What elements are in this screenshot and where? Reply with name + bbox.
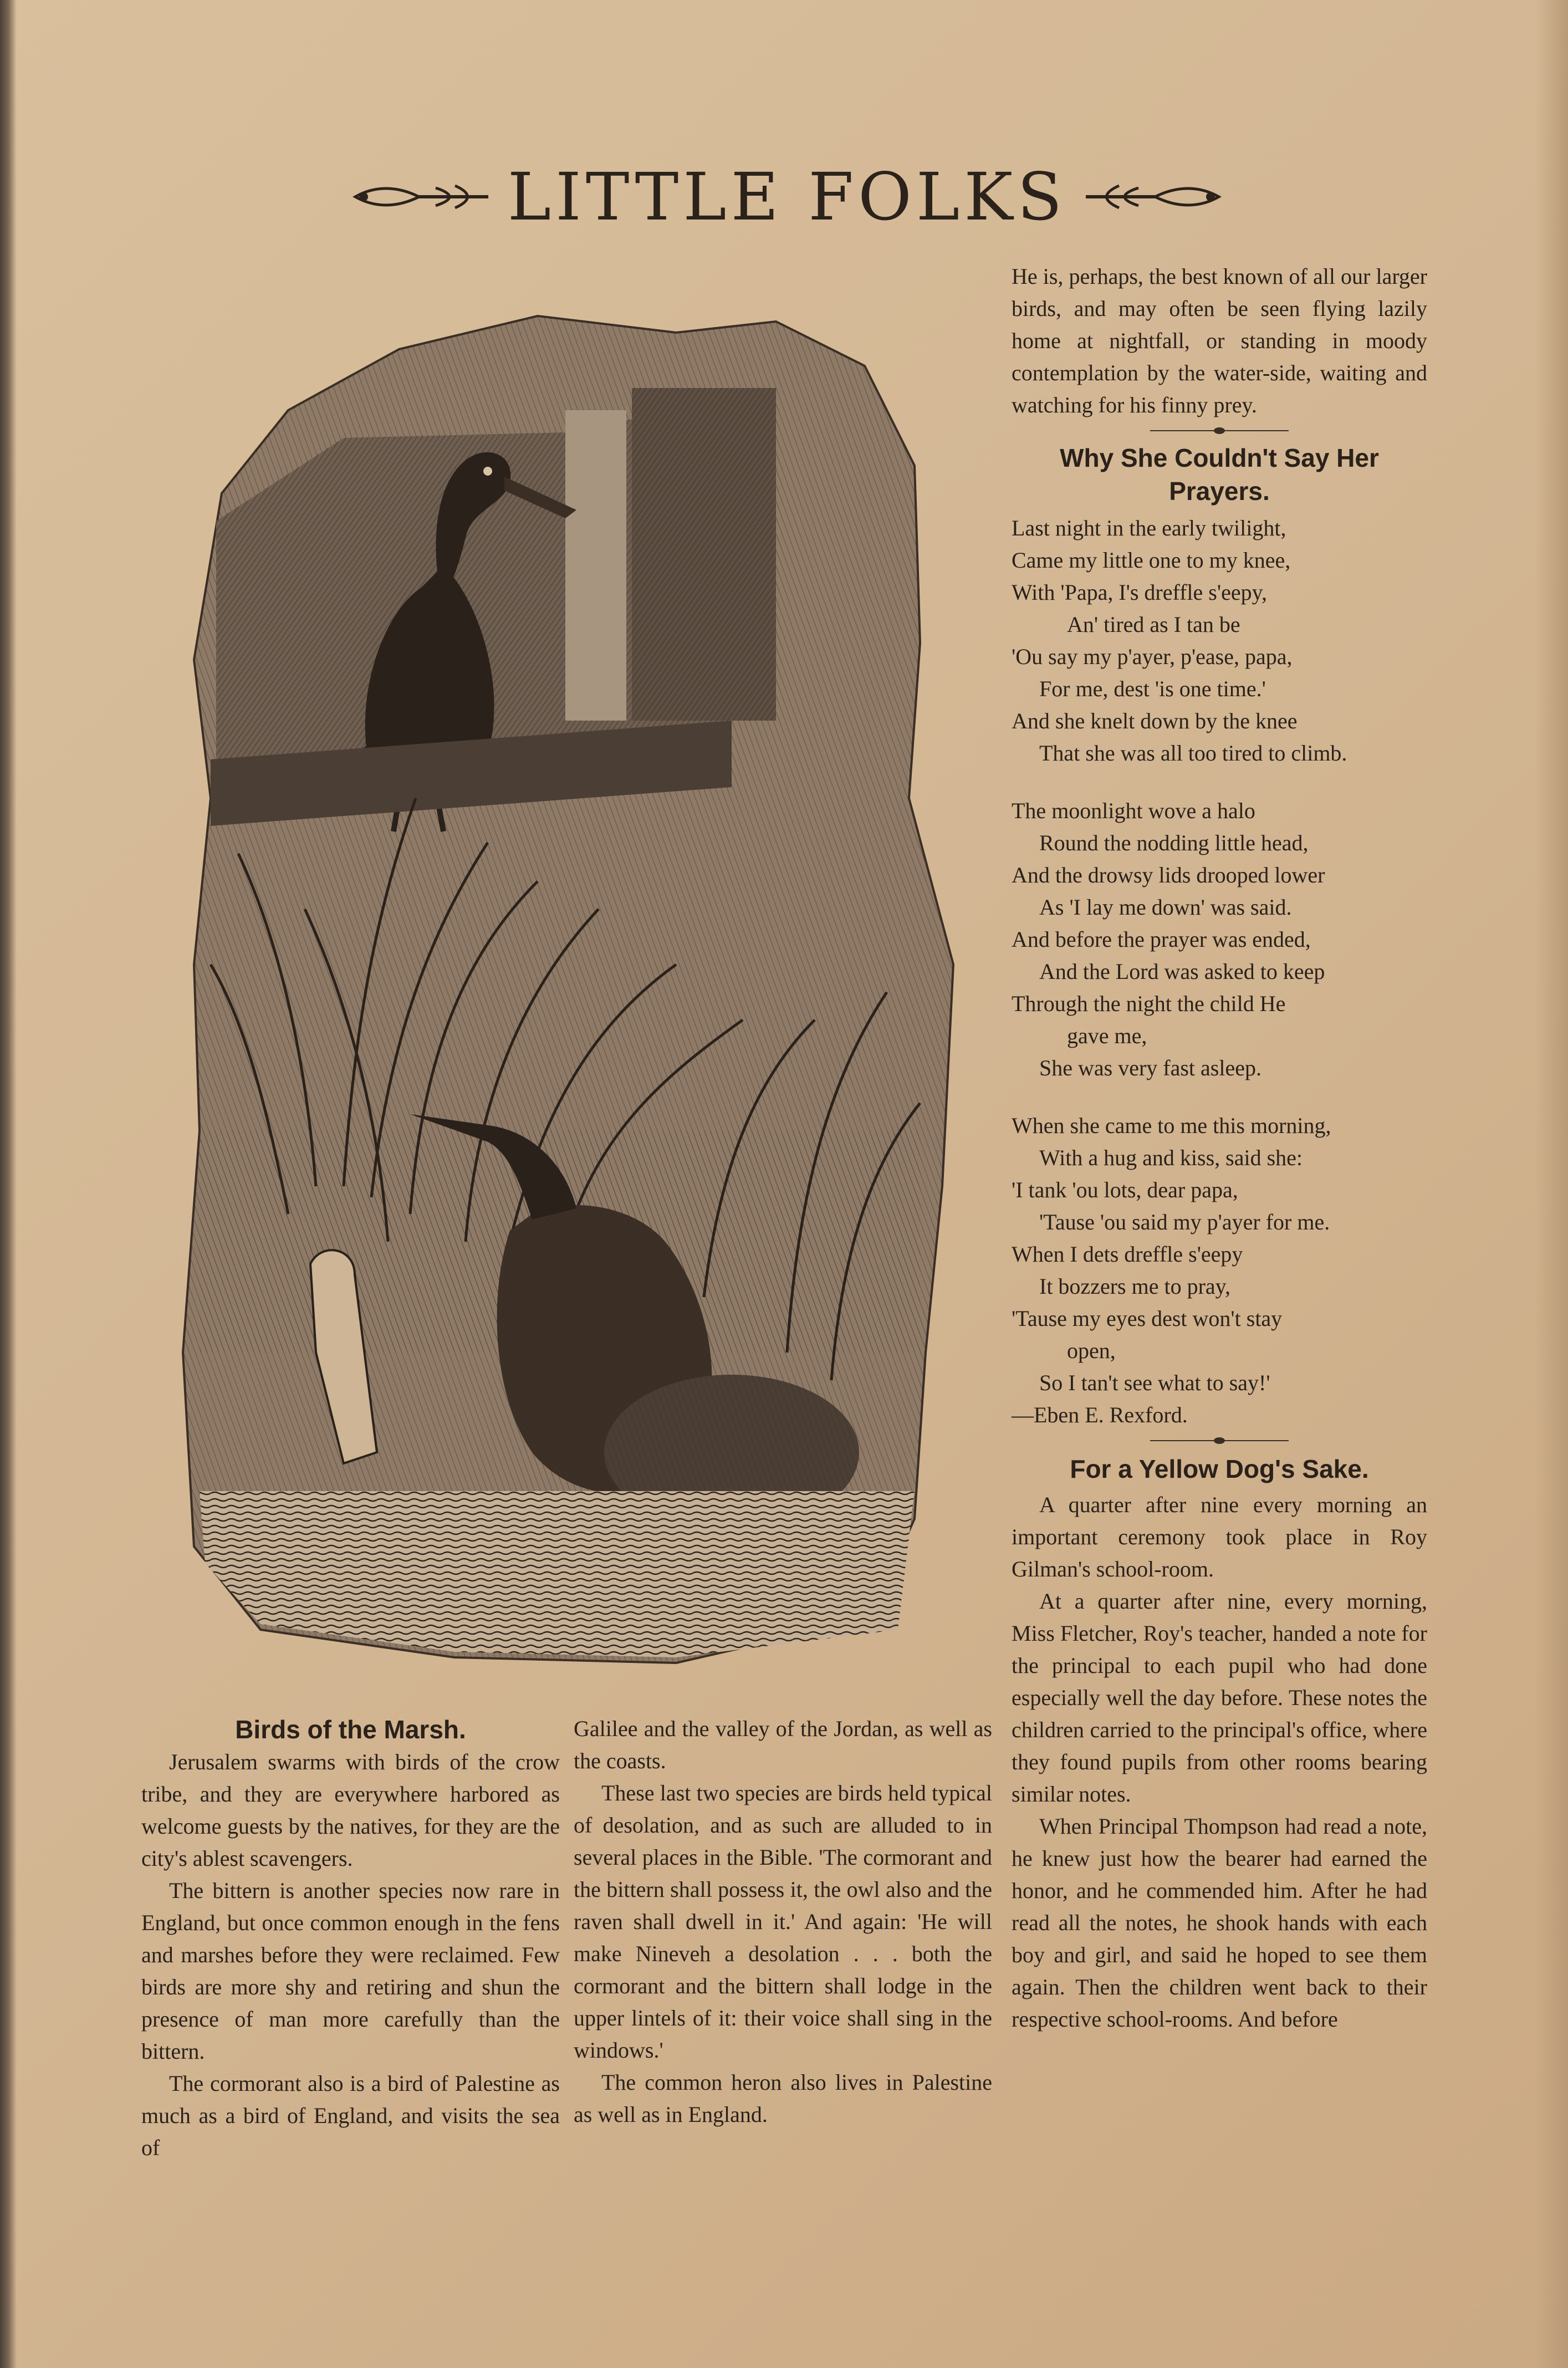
birds-paragraph: The common heron also lives in Palestine as well as in England. <box>574 2070 992 2127</box>
column-left <box>141 1713 560 2164</box>
poem-line: When I dets dreffle s'eepy <box>1012 1242 1243 1267</box>
birds-heading: Birds of the Marsh. <box>235 1715 466 1744</box>
dog-heading: For a Yellow Dog's Sake. <box>1070 1455 1369 1483</box>
poem-line: When she came to me this morning, <box>1012 1113 1331 1138</box>
poem-line: And the Lord was asked to keep <box>1039 959 1325 984</box>
poem-line: And the drowsy lids drooped lower <box>1012 863 1325 887</box>
poem-heading: Why She Couldn't Say Her Prayers. <box>1060 443 1379 506</box>
poem-line: It bozzers me to pray, <box>1039 1274 1231 1299</box>
poem-line: The moonlight wove a halo <box>1012 798 1255 823</box>
dog-paragraph: When Principal Thompson had read a note, he knew just how the bearer had earned the honor, and he commended him. After he had read all the notes, he shook hands with each boy and girl, and said he hoped to see them again. Then the children went back to their respective school-rooms. And before <box>1012 1814 1427 2032</box>
poem-line: Round the nodding little head, <box>1039 830 1309 855</box>
section-divider <box>1150 427 1289 435</box>
birds-paragraph: The bittern is another species now rare in England, but once common enough in the fens and marshes before they were reclaimed. Few birds are more shy and retiring and shun the presence of man more carefully than the bittern. <box>141 1878 560 2064</box>
dog-paragraph: A quarter after nine every morning an important ceremony took place in Roy Gilman's school-room. <box>1012 1492 1427 1581</box>
poem-line: That she was all too tired to climb. <box>1039 741 1347 765</box>
poem-line: An' tired as I tan be <box>1067 612 1240 637</box>
birds-engraving <box>177 299 964 1680</box>
poem-line: 'Tause my eyes dest won't stay <box>1012 1306 1283 1331</box>
left-ornament-icon <box>353 180 491 213</box>
masthead <box>310 155 1264 238</box>
column-right <box>1012 261 1427 2035</box>
poem-line: gave me, <box>1067 1023 1147 1048</box>
poem-line: open, <box>1067 1338 1116 1363</box>
masthead-title: LITTLE FOLKS <box>507 159 1067 235</box>
poem-line: 'Tause 'ou said my p'ayer for me. <box>1039 1209 1330 1234</box>
poem-line: Came my little one to my knee, <box>1012 548 1291 573</box>
poem-line: 'Ou say my p'ayer, p'ease, papa, <box>1012 644 1293 669</box>
page-edge <box>1535 0 1568 2368</box>
poem-line: For me, dest 'is one time.' <box>1039 676 1266 701</box>
poem-line: And she knelt down by the knee <box>1012 708 1298 733</box>
birds-paragraph: Jerusalem swarms with birds of the crow tribe, and they are everywhere harbored as welcome guests by the natives, for they are the city's ablest scavengers. <box>141 1749 560 1871</box>
poem-line: Last night in the early twilight, <box>1012 516 1286 540</box>
poem-stanza-2 <box>1012 795 1427 1084</box>
birds-paragraph: The cormorant also is a bird of Palestine as much as a bird of England, and visits the sea of <box>141 2071 560 2160</box>
section-divider <box>1150 1437 1289 1445</box>
poem-line: And before the prayer was ended, <box>1012 927 1311 952</box>
poem-line: 'I tank 'ou lots, dear papa, <box>1012 1177 1238 1202</box>
poem-line: With a hug and kiss, said she: <box>1039 1145 1303 1170</box>
poem-stanza-3 <box>1012 1110 1427 1431</box>
right-ornament-icon <box>1083 180 1222 213</box>
poem-stanza-1 <box>1012 512 1427 769</box>
poem-line: With 'Papa, I's dreffle s'eepy, <box>1012 580 1267 605</box>
birds-paragraph: Galilee and the valley of the Jordan, as well as the coasts. <box>574 1716 992 1773</box>
poem-author: —Eben E. Rexford. <box>1012 1402 1188 1427</box>
column-middle <box>574 1713 992 2131</box>
dog-paragraph: At a quarter after nine, every morning, Miss Fletcher, Roy's teacher, handed a note for the principal to each pupil who had done especially well the day before. These notes the children carried to the principal's office, where they found pupils from other rooms bearing similar notes. <box>1012 1589 1427 1806</box>
poem-line: Through the night the child He <box>1012 991 1286 1016</box>
birds-paragraph-continued: He is, perhaps, the best known of all our larger birds, and may often be seen flying lazily home at nightfall, or standing in moody contemplation by the water-side, waiting and watching for his finny prey. <box>1012 264 1427 417</box>
poem-line: So I tan't see what to say!' <box>1039 1370 1270 1395</box>
page-edge <box>0 0 17 2368</box>
poem-line: As 'I lay me down' was said. <box>1039 895 1292 920</box>
birds-paragraph: These last two species are birds held typical of desolation, and as such are alluded to in several places in the Bible. 'The cormorant and the bittern shall possess it, the owl also and the raven shall dwell in it.' And again: 'He will make Nineveh a desolation . . . both the cormorant and the bittern shall lodge in the upper lintels of it: their voice shall sing in the windows.' <box>574 1780 992 2063</box>
poem-line: She was very fast asleep. <box>1039 1055 1261 1080</box>
